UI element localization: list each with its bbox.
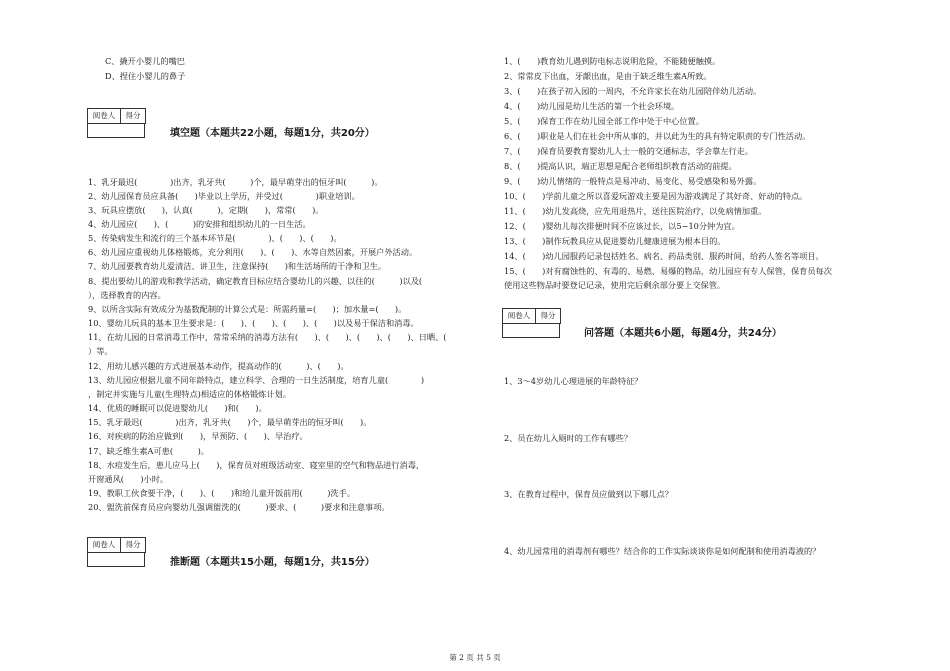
fill-item: 10、婴幼儿玩具的基本卫生要求是：( )、( )、( )、( )以及易于保洁和消毒。 <box>88 318 419 328</box>
fill-item: 20、盥洗前保育员应向婴幼儿强调盥洗的( )要求、( )要求和注意事项。 <box>88 502 390 512</box>
reviewer-label: 阅卷人 <box>88 538 121 552</box>
qa-item: 4、幼儿园常用的消毒剂有哪些？结合你的工作实际谈谈你是如何配制和使用消毒液的？ <box>504 546 821 556</box>
judge-item: 6、( )职业是人们在社会中所从事的，并以此为生的具有特定职责的专门性活动。 <box>504 131 811 141</box>
judge-item: 11、( )幼儿发高烧，应先用退热片，送往医院治疗，以免病情加重。 <box>504 206 767 216</box>
fill-item: ），选择教育的内容。 <box>88 290 166 300</box>
qa-item: 3、在教育过程中，保育员应做到以下哪几点？ <box>504 489 673 499</box>
score-box-qa <box>502 308 561 324</box>
fill-item: 13、幼儿园应根据儿童不同年龄特点，建立科学、合理的一日生活制度，培育儿童( ) <box>88 375 425 385</box>
option-c: C、撬开小婴儿的嘴巴 <box>105 56 185 66</box>
fill-item: 2、幼儿园保育员应具备( )毕业以上学历，并受过( )职业培训。 <box>88 191 360 201</box>
fill-item: 开窗通风( )小时。 <box>88 474 169 484</box>
judge-item: 15、( )对有腐蚀性的、有毒的、易燃、易爆的物品，幼儿园应有专人保管，保育员每次 <box>504 266 832 276</box>
judge-item: 10、( )学前儿童之所以喜爱玩游戏主要是因为游戏满足了其好奇、好动的特点。 <box>504 191 808 201</box>
score-label: 得分 <box>125 111 141 120</box>
fill-item: 6、幼儿园应重视幼儿体格锻炼，充分利用( )、( )、水等自然因素，开展户外活动。 <box>88 247 418 257</box>
fill-item: 7、幼儿园要教育幼儿爱清洁、讲卫生，注意保持( )和生活场所的干净和卫生。 <box>88 261 387 271</box>
judge-item: 14、( )幼儿园服药记录包括姓名、病名、药品类别、服药时间，给药人签名等项目。 <box>504 251 824 261</box>
fill-item: 4、幼儿园应( )、( )的安排和组织幼儿的一日生活。 <box>88 219 311 229</box>
fill-item: 1、乳牙最迟( )出齐，乳牙共( )个，最早萌芽出的恒牙叫( )。 <box>88 177 383 187</box>
judge-item: 13、( )制作玩教具应从促进婴幼儿健康进展为根本目的。 <box>504 236 726 246</box>
fill-item: ）等。 <box>88 346 113 356</box>
score-box-fill <box>87 108 146 124</box>
score-box-judge <box>87 537 146 553</box>
judge-item: 使用这些物品时要登记记录，使用完后剩余部分要上交保管。 <box>504 280 726 290</box>
score-box-judge-blank <box>87 552 145 567</box>
fill-item: ，制定并实施与儿童(生理特点)相适应的体格锻炼计划。 <box>88 389 291 399</box>
fill-item: 14、优质的睡眠可以促进婴幼儿( )和( )。 <box>88 403 267 413</box>
option-d: D、捏住小婴儿的鼻子 <box>105 71 186 81</box>
qa-section-title: 问答题（本题共6小题，每题4分，共24分） <box>584 328 782 339</box>
judge-item: 2、常常皮下出血，牙龈出血，是由于缺乏维生素A所致。 <box>504 71 712 81</box>
page-footer: 第 2 页 共 5 页 <box>449 653 501 662</box>
score-box-qa-blank <box>502 323 560 338</box>
score-box-fill-blank <box>87 123 145 138</box>
judge-item: 9、( )幼儿情绪的一般特点是易冲动、易变化、易受感染和易外露。 <box>504 176 762 186</box>
fill-item: 15、乳牙最迟( )出齐，乳牙共( )个，最早萌芽出的恒牙叫( )。 <box>88 417 372 427</box>
fill-item: 16、对疾病的防治应做到( )，早预防、( )、早治疗。 <box>88 431 308 441</box>
fill-item: 18、水痘发生后，患儿应马上( )，保育员对班级活动室、寝室里的空气和物品进行消毒， <box>88 460 425 470</box>
fill-item: 19、教职工伙食要干净，( )、( )和给儿童开饭前用( )洗手。 <box>88 488 356 498</box>
judge-item: 12、( )婴幼儿每次排便时间不应该过长，以5~10分钟为宜。 <box>504 221 740 231</box>
judge-item: 8、( )提高认识，端正思想是配合老师组织教育活动的前提。 <box>504 161 737 171</box>
fill-item: 11、在幼儿园的日常消毒工作中，常常采纳的消毒方法有( )、( )、( )、( )、日晒、( <box>88 332 463 342</box>
judge-item: 3、( )在孩子初入园的一周内，不允许家长在幼儿园陪伴幼儿活动。 <box>504 86 762 96</box>
fill-section-title: 填空题（本题共22小题，每题1分，共20分） <box>170 128 375 139</box>
fill-item: 5、传染病发生和流行的三个基本环节是( )、( )、( )。 <box>88 233 342 243</box>
fill-item: 8、提出要幼儿的游戏和教学活动，确定教育目标应结合婴幼儿的兴趣、以往的( )以及( <box>88 276 447 286</box>
qa-item: 1、3～4岁幼儿心理进展的年龄特征？ <box>504 376 643 386</box>
score-label: 得分 <box>125 540 141 549</box>
qa-item: 2、员在幼儿入厕时的工作有哪些？ <box>504 433 633 443</box>
fill-item: 12、用幼儿感兴趣的方式进展基本动作，提高动作的( )、( )。 <box>88 361 349 371</box>
judge-item: 4、( )幼儿园是幼儿生活的第一个社会环境。 <box>504 101 680 111</box>
fill-item: 3、玩具应摆放( )，认真( )，定期( )，常常( )。 <box>88 205 324 215</box>
fill-item: 17、缺乏维生素A可患( )。 <box>88 446 209 456</box>
judge-item: 5、( )保育工作在幼儿园全部工作中处于中心位置。 <box>504 116 704 126</box>
score-label: 得分 <box>540 311 556 320</box>
fill-item: 9、以所含实际有效成分为基数配制的计算公式是：所需药量=( )；加水量=( )。 <box>88 304 407 314</box>
reviewer-label: 阅卷人 <box>88 109 121 123</box>
reviewer-label: 阅卷人 <box>503 309 536 323</box>
judge-item: 1、( )教育幼儿遇到防电标志说明危险，不能随便触摸。 <box>504 56 721 66</box>
judge-section-title: 推断题（本题共15小题，每题1分，共15分） <box>170 557 375 568</box>
judge-item: 7、( )保育员要教育婴幼儿人士一般的交通标志，学会靠左行走。 <box>504 146 754 156</box>
